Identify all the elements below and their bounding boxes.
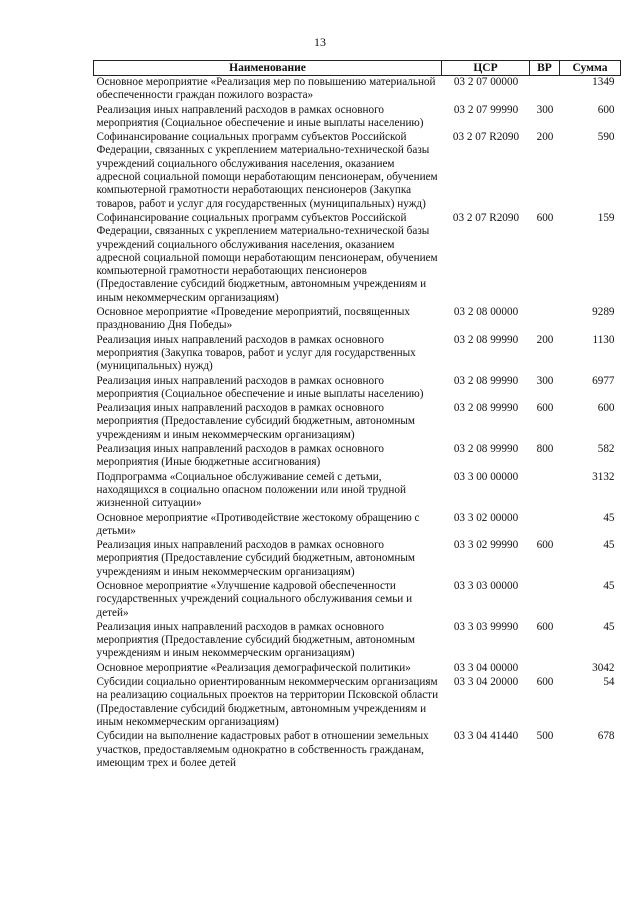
row-csr: 03 3 04 00000 bbox=[453, 661, 519, 674]
row-name: Основное мероприятие «Проведение мероприятий, посвященных празднованию Дня Победы» bbox=[96, 306, 410, 332]
table-row bbox=[94, 580, 621, 621]
column-header-csr: ЦСР bbox=[442, 61, 530, 76]
row-vr: 500 bbox=[536, 730, 554, 743]
table-row bbox=[94, 662, 621, 676]
row-csr: 03 2 07 R2090 bbox=[452, 131, 520, 144]
row-vr bbox=[530, 471, 560, 512]
row-sum: 54 bbox=[603, 676, 615, 689]
table-row bbox=[94, 539, 621, 580]
row-vr bbox=[530, 580, 560, 621]
table-row bbox=[94, 334, 621, 375]
row-vr bbox=[530, 76, 560, 104]
row-name: Основное мероприятие «Реализация демографической политики» bbox=[96, 661, 411, 674]
row-sum: 45 bbox=[603, 511, 615, 524]
row-vr bbox=[530, 306, 560, 334]
row-name: Реализация иных направлений расходов в рамках основного мероприятия (Предоставление субсидий бюджетным, автономным учреждениям и иным некоммерческим организациям) bbox=[96, 539, 415, 578]
budget-table bbox=[93, 60, 621, 770]
row-csr: 03 3 03 99990 bbox=[453, 620, 519, 633]
row-sum: 1349 bbox=[592, 76, 615, 88]
row-vr: 200 bbox=[536, 131, 554, 144]
table-row bbox=[94, 621, 621, 662]
table-row bbox=[94, 443, 621, 471]
table-row bbox=[94, 212, 621, 306]
row-sum: 600 bbox=[597, 402, 615, 415]
row-csr: 03 3 04 41440 bbox=[453, 730, 519, 743]
row-sum: 678 bbox=[597, 730, 615, 743]
row-sum: 9289 bbox=[592, 306, 615, 319]
row-sum: 159 bbox=[597, 211, 615, 224]
row-csr: 03 2 07 R2090 bbox=[452, 211, 520, 224]
row-sum: 590 bbox=[597, 131, 615, 144]
row-vr: 800 bbox=[536, 443, 554, 456]
table-row bbox=[94, 730, 621, 770]
row-name: Субсидии социально ориентированным некоммерческим организациям на реализацию социальных проектов на территории Псковской области (Предоставление субсидий бюджетным, автономным учреждениям и иным некоммерческим организациям) bbox=[96, 676, 439, 728]
row-vr: 300 bbox=[536, 374, 554, 387]
table-row bbox=[94, 76, 621, 104]
row-vr: 200 bbox=[536, 333, 554, 346]
row-csr: 03 2 08 99990 bbox=[453, 374, 519, 387]
table-header-row bbox=[94, 61, 621, 76]
table-row bbox=[94, 676, 621, 730]
row-sum: 582 bbox=[597, 443, 615, 456]
row-name: Основное мероприятие «Улучшение кадровой обеспеченности государственных учреждений социального обслуживания семьи и детей» bbox=[96, 579, 413, 619]
row-name: Реализация иных направлений расходов в рамках основного мероприятия (Предоставление субсидий бюджетным, автономным учреждениям и иным некоммерческим организациям) bbox=[96, 402, 415, 441]
row-csr: 03 3 03 00000 bbox=[453, 579, 519, 592]
row-csr: 03 2 08 99990 bbox=[453, 333, 519, 346]
row-name: Софинансирование социальных программ субъектов Российской Федерации, связанных с укреплением материально-технической базы учреждений социального обслуживания населения, оказанием адресной социальной помощи неработающим пенсионерам, обучением компьютерной грамотности неработающих пенсионеров (Закупка товаров, работ и услуг для государственных (муниципальных) нужд) bbox=[96, 131, 438, 210]
table-row bbox=[94, 104, 621, 132]
row-csr: 03 2 08 00000 bbox=[453, 306, 519, 319]
row-name: Реализация иных направлений расходов в рамках основного мероприятия (Социальное обеспечение и иные выплаты населению) bbox=[96, 103, 424, 129]
row-sum: 3132 bbox=[592, 470, 615, 483]
row-csr: 03 3 02 00000 bbox=[453, 511, 519, 524]
row-name: Реализация иных направлений расходов в рамках основного мероприятия (Социальное обеспечение и иные выплаты населению) bbox=[96, 374, 424, 400]
column-header-sum: Сумма bbox=[560, 61, 621, 76]
row-csr: 03 3 00 00000 bbox=[453, 470, 519, 483]
table-row bbox=[94, 375, 621, 403]
row-sum: 600 bbox=[597, 103, 615, 116]
column-header-name: Наименование bbox=[94, 61, 442, 76]
page-number: 13 bbox=[314, 35, 326, 49]
row-vr bbox=[530, 512, 560, 540]
row-vr: 600 bbox=[536, 620, 554, 633]
row-name: Основное мероприятие «Реализация мер по повышению материальной обеспеченности граждан пожилого возраста» bbox=[96, 76, 436, 102]
row-csr: 03 3 02 99990 bbox=[453, 539, 519, 552]
row-name: Подпрограмма «Социальное обслуживание семей с детьми, находящихся в социально опасном положении или иной трудной жизненной ситуации» bbox=[96, 470, 406, 510]
row-name: Реализация иных направлений расходов в рамках основного мероприятия (Предоставление субсидий бюджетным, автономным учреждениям и иным некоммерческим организациям) bbox=[96, 620, 415, 660]
row-sum: 45 bbox=[603, 539, 615, 552]
row-name: Субсидии на выполнение кадастровых работ в отношении земельных участков, предоставляемым однократно в собственность гражданам, имеющим трех и более детей bbox=[96, 730, 429, 769]
row-name: Реализация иных направлений расходов в рамках основного мероприятия (Закупка товаров, работ и услуг для государственных (муниципальных) нужд) bbox=[96, 333, 416, 373]
table-row bbox=[94, 471, 621, 512]
row-sum: 45 bbox=[603, 620, 615, 633]
row-csr: 03 2 07 00000 bbox=[453, 76, 519, 88]
column-header-vr: ВР bbox=[530, 61, 560, 76]
row-sum: 3042 bbox=[592, 661, 615, 674]
row-name: Софинансирование социальных программ субъектов Российской Федерации, связанных с укреплением материально-технической базы учреждений социального обслуживания населения, оказанием адресной социальной помощи неработающим пенсионерам, обучением компьютерной грамотности неработающих пенсионеров (Предоставление субсидий бюджетным, автономным учреждениям и иным некоммерческим организациям) bbox=[96, 211, 438, 304]
row-csr: 03 2 07 99990 bbox=[453, 103, 519, 116]
row-vr bbox=[530, 662, 560, 676]
table-row bbox=[94, 512, 621, 540]
row-csr: 03 2 08 99990 bbox=[453, 402, 519, 415]
row-vr: 300 bbox=[536, 103, 554, 116]
row-sum: 45 bbox=[603, 579, 615, 592]
row-vr: 600 bbox=[536, 539, 554, 552]
row-name: Реализация иных направлений расходов в рамках основного мероприятия (Иные бюджетные ассигнования) bbox=[96, 443, 384, 469]
row-csr: 03 2 08 99990 bbox=[453, 443, 519, 456]
row-name: Основное мероприятие «Противодействие жестокому обращению с детьми» bbox=[96, 511, 420, 537]
row-csr: 03 3 04 20000 bbox=[453, 676, 519, 689]
row-vr: 600 bbox=[536, 211, 554, 224]
table-row bbox=[94, 402, 621, 443]
row-sum: 6977 bbox=[592, 374, 615, 387]
row-vr: 600 bbox=[536, 402, 554, 415]
row-sum: 1130 bbox=[592, 333, 615, 346]
table-row bbox=[94, 306, 621, 334]
table-row bbox=[94, 131, 621, 212]
row-vr: 600 bbox=[536, 676, 554, 689]
